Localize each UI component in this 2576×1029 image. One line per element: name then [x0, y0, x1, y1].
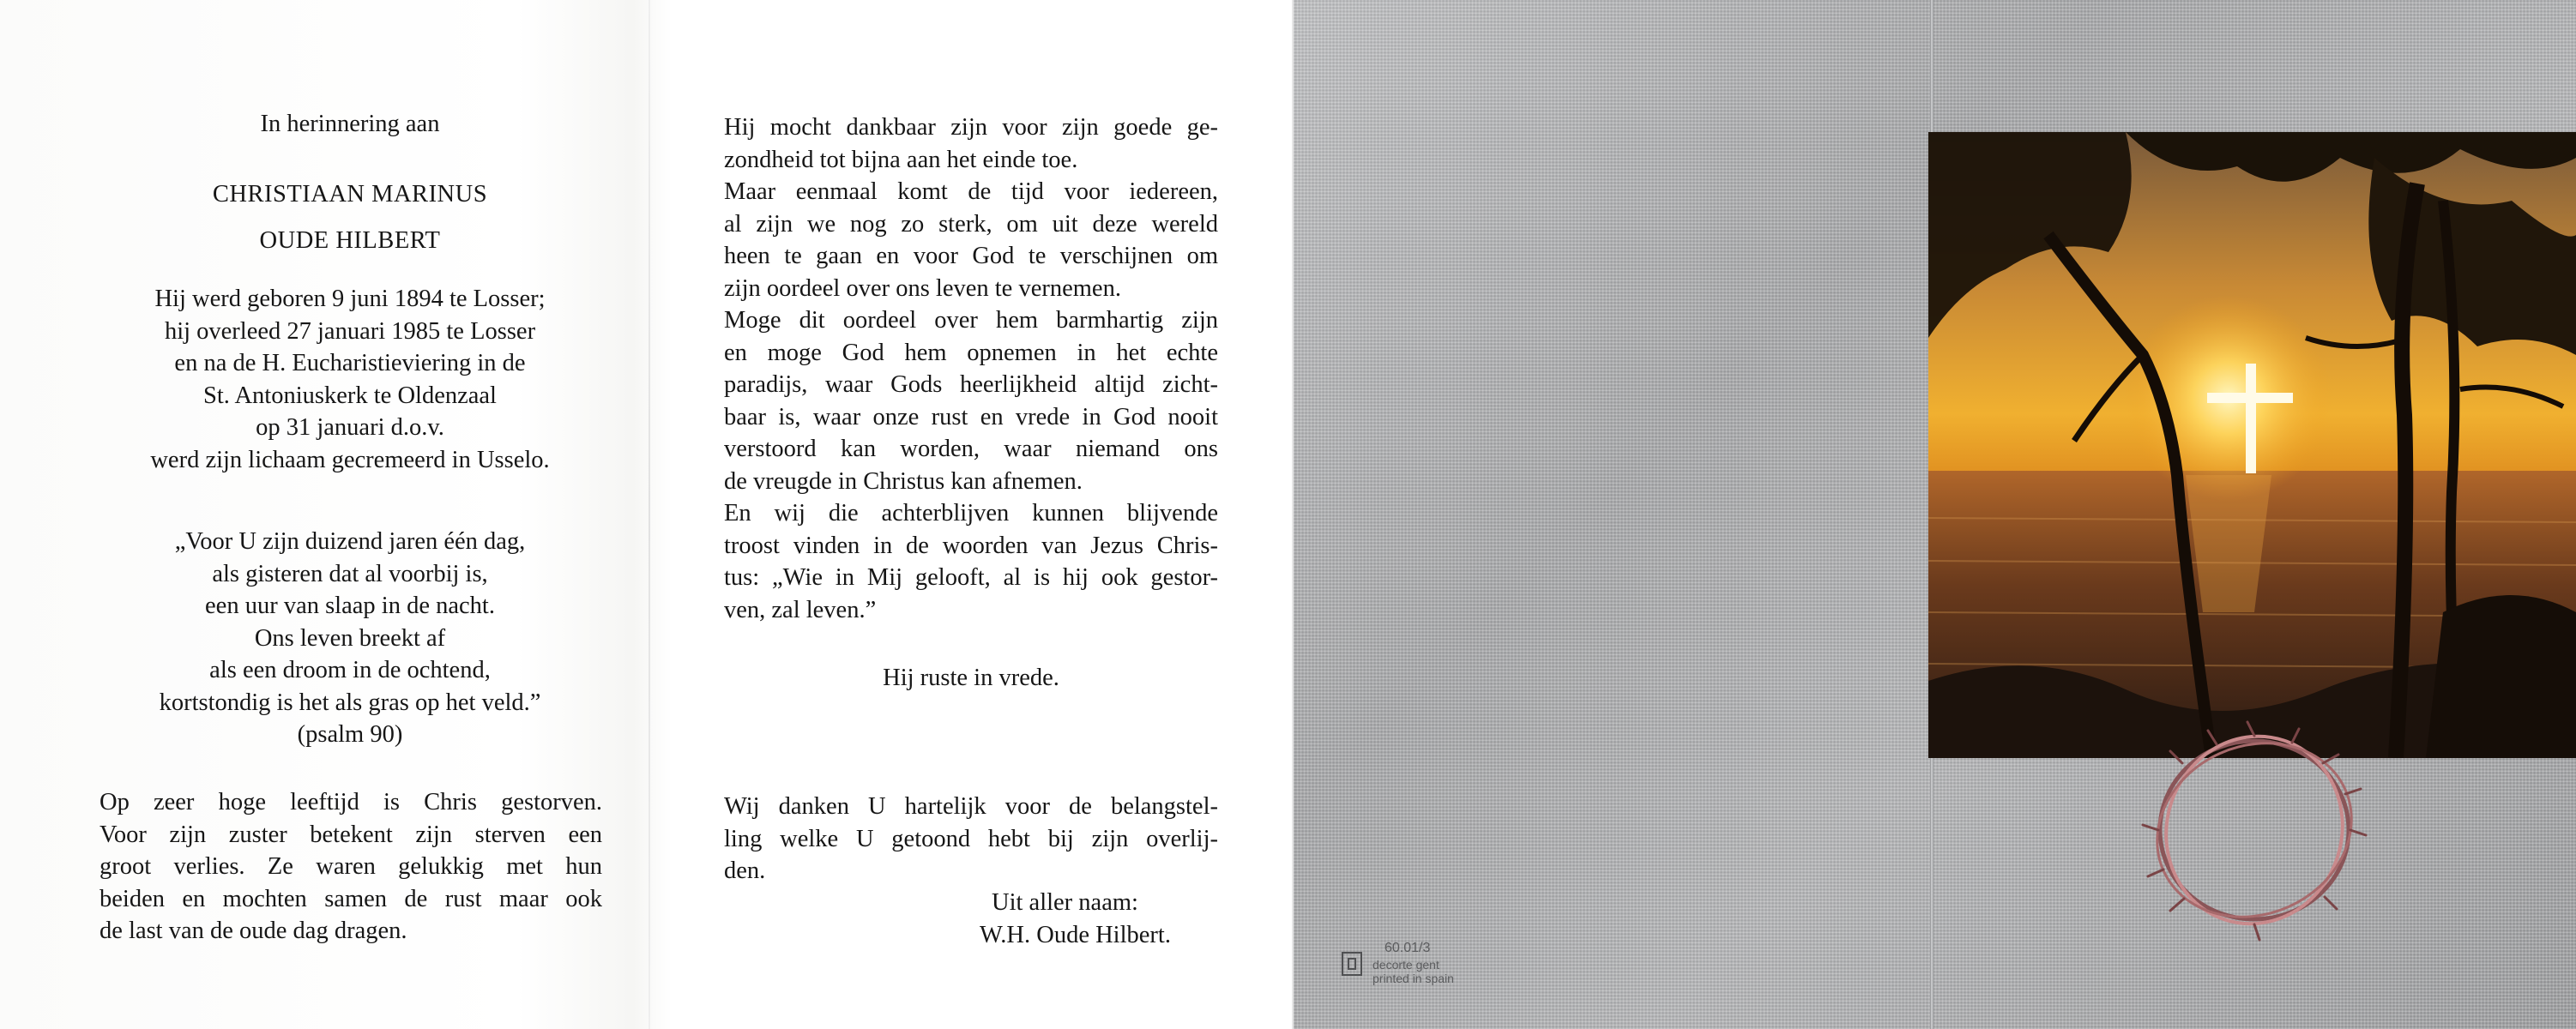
crown-of-thorns-icon — [2134, 710, 2374, 950]
body-line: verstoord kan worden, waar niemand ons — [724, 436, 1218, 462]
psalm-line: „Voor U zijn duizend jaren één dag, — [174, 528, 526, 555]
body-line: zondheid tot bijna aan het einde toe. — [724, 146, 1078, 173]
psalm-line: als gisteren dat al voorbij is, — [212, 560, 488, 587]
psalm-line: een uur van slaap in de nacht. — [205, 593, 495, 619]
rest-in-peace: Hij ruste in vrede. — [883, 665, 1059, 691]
body-line: en moge God hem opnemen in het echte — [724, 339, 1218, 366]
body-line: troost vinden in de woorden van Jezus Chris- — [724, 532, 1218, 559]
signoff-label: Uit aller naam: — [992, 889, 1138, 916]
sunset-pine-photo — [1928, 132, 2576, 758]
signoff-name: W.H. Oude Hilbert. — [980, 922, 1171, 948]
body-line: tus: „Wie in Mij gelooft, al is hij ook gestor- — [724, 564, 1218, 591]
imprint-code: 60.01/3 — [1385, 941, 1431, 955]
body-line: ven, zal leven.” — [724, 596, 877, 623]
sunset-sea-illustration — [1928, 132, 2576, 758]
bio-line: Hij werd geboren 9 juni 1894 te Losser; — [154, 286, 546, 312]
body-line: al zijn we nog zo sterk, om uit deze wereld — [724, 210, 1218, 238]
memorial-heading: In herinnering aan — [260, 111, 440, 137]
body-line: de vreugde in Christus kan afnemen. — [724, 467, 1083, 495]
deceased-name-line1: CHRISTIAAN MARINUS — [212, 181, 488, 208]
bio-line: hij overleed 27 januari 1985 te Losser — [164, 317, 536, 345]
closing-line: Op zeer hoge leeftijd is Chris gestorven. — [100, 789, 602, 815]
body-line: Moge dit oordeel over hem barmhartig zijn — [724, 307, 1218, 334]
thanks-line: ling welke U getoond hebt bij zijn overlij- — [724, 825, 1218, 852]
psalm-line: Ons leven breekt af — [254, 624, 446, 652]
bio-line: werd zijn lichaam gecremeerd in Usselo. — [150, 446, 550, 473]
publisher-logo-icon — [1342, 952, 1362, 976]
imprint-publisher: decorte gent — [1372, 958, 1439, 972]
deceased-name-line2: OUDE HILBERT — [259, 227, 441, 254]
body-line: En wij die achterblijven kunnen blijvende — [724, 500, 1218, 527]
body-line: baar is, waar onze rust en vrede in God nooit — [724, 403, 1218, 430]
thanks-line: den. — [724, 858, 766, 884]
imprint-origin: printed in spain — [1372, 972, 1454, 985]
bio-line: op 31 januari d.o.v. — [256, 414, 444, 441]
closing-line: de last van de oude dag dragen. — [100, 918, 407, 944]
closing-line: beiden en mochten samen de rust maar ook — [100, 885, 602, 912]
bio-line: St. Antoniuskerk te Oldenzaal — [203, 382, 497, 409]
psalm-reference: (psalm 90) — [297, 721, 403, 748]
closing-line: Voor zijn zuster betekent zijn sterven een — [100, 821, 602, 848]
body-line: paradijs, waar Gods heerlijkheid altijd zicht- — [724, 371, 1218, 398]
body-line: Maar eenmaal komt de tijd voor iedereen, — [724, 178, 1218, 205]
card-cover-spread — [1294, 0, 2576, 1029]
body-line: zijn oordeel over ons leven te vernemen. — [724, 274, 1121, 302]
body-line: heen te gaan en voor God te verschijnen om — [724, 243, 1218, 269]
bio-line: en na de H. Eucharistieviering in de — [174, 350, 526, 376]
body-line: Hij mocht dankbaar zijn voor zijn goede ge- — [724, 114, 1218, 141]
psalm-line: kortstondig is het als gras op het veld.” — [159, 689, 541, 716]
psalm-line: als een droom in de ochtend, — [209, 657, 491, 683]
inner-fold-line — [649, 0, 650, 1029]
thanks-line: Wij danken U hartelijk voor de belangstel- — [724, 793, 1218, 820]
closing-line: groot verlies. Ze waren gelukkig met hun — [100, 853, 602, 880]
